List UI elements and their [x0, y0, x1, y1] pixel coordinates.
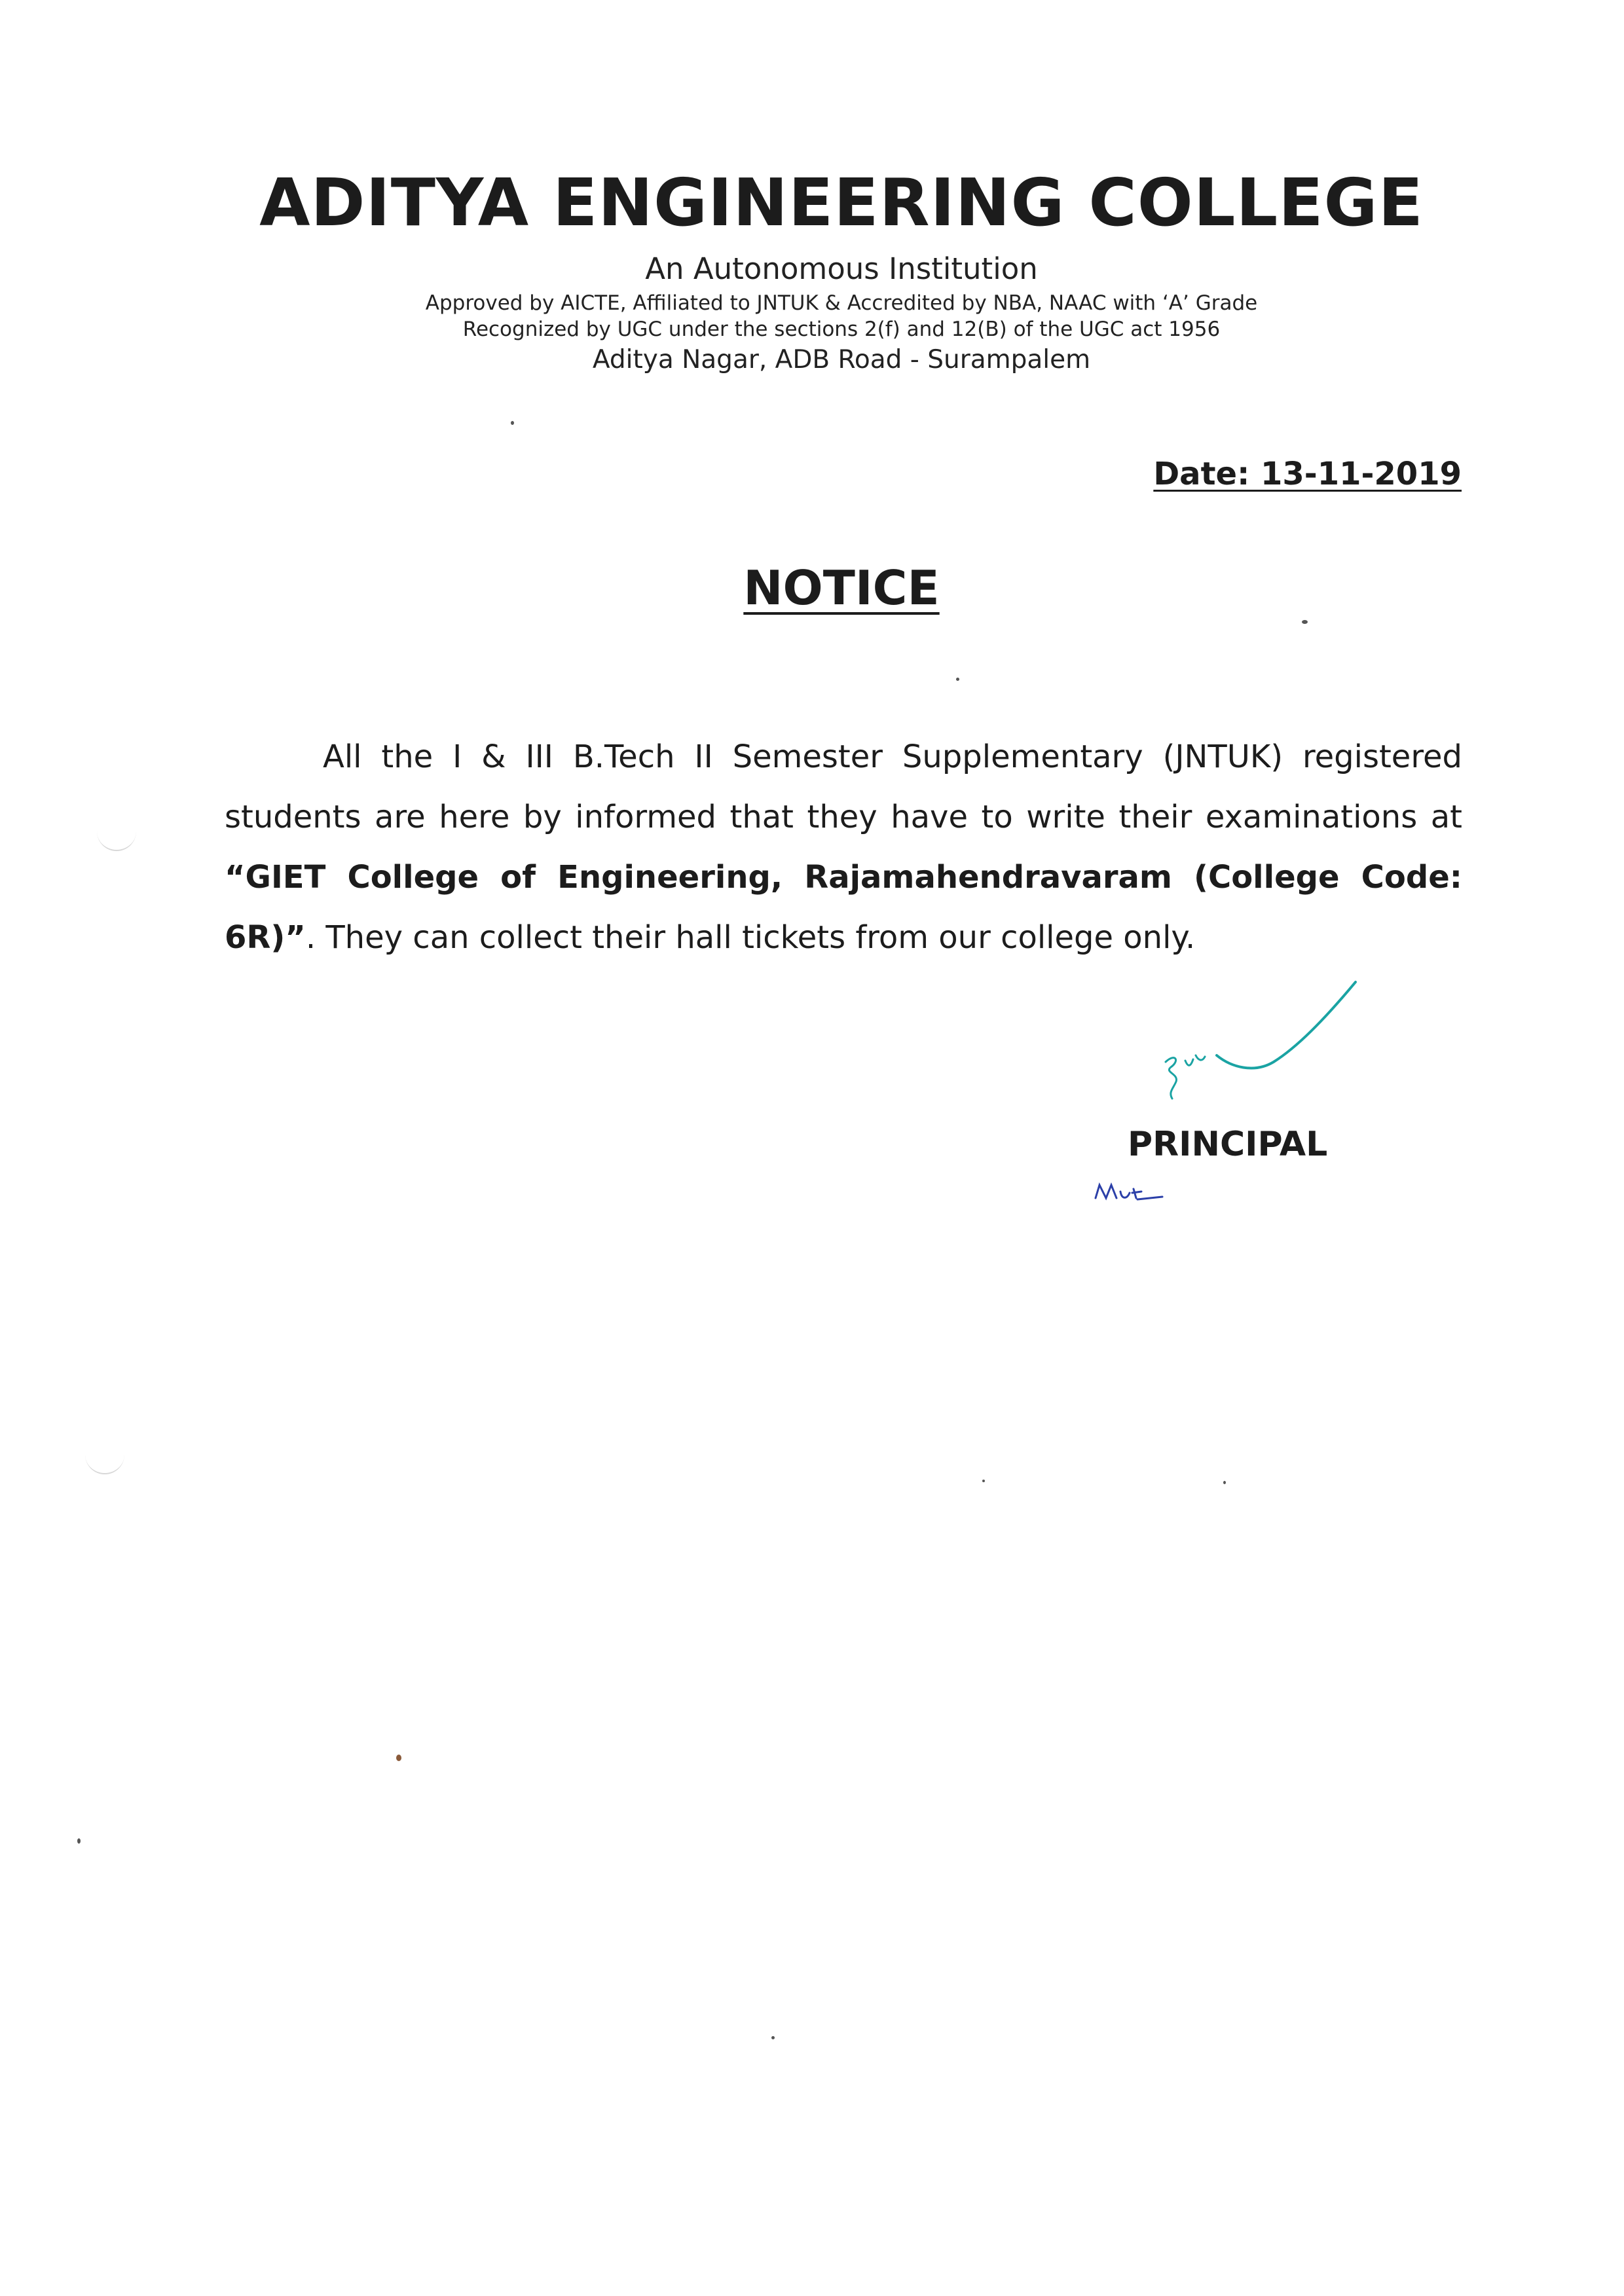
institution-subtitle: An Autonomous Institution [645, 251, 1038, 286]
scan-speck [1302, 620, 1308, 624]
body-text-part-1: All the I & III B.Tech II Semester Supplementary (JNTUK) registered students are here by informed that they have to write their examinations at [225, 738, 1462, 835]
scan-speck [771, 2036, 775, 2039]
principal-title: PRINCIPAL [1128, 1125, 1328, 1164]
college-address: Aditya Nagar, ADB Road - Surampalem [592, 345, 1091, 374]
scan-speck [982, 1480, 985, 1482]
handwritten-initials [1090, 1172, 1189, 1211]
notice-body [225, 727, 1462, 968]
approval-line: Approved by AICTE, Affiliated to JNTUK & Accredited by NBA, NAAC with ‘A’ Grade [425, 291, 1258, 315]
scan-speck [511, 421, 514, 425]
college-name: ADITYA ENGINEERING COLLEGE [259, 164, 1424, 241]
principal-signature [1139, 975, 1369, 1106]
exam-centre-name: “GIET College of Engineering, Rajamahendravaram (College Code: 6R)” [225, 859, 1462, 956]
recognition-line: Recognized by UGC under the sections 2(f) and 12(B) of the UGC act 1956 [462, 318, 1221, 341]
punch-hole-mark [97, 830, 136, 851]
scan-speck [396, 1755, 401, 1761]
notice-title: NOTICE [743, 560, 940, 615]
scan-speck [956, 678, 959, 681]
notice-date: Date: 13-11-2019 [1153, 456, 1462, 492]
body-text-part-2: . They can collect their hall tickets from our college only. [305, 919, 1196, 956]
scan-speck [1223, 1481, 1226, 1484]
scan-speck [77, 1838, 81, 1844]
punch-hole-mark [85, 1453, 124, 1474]
